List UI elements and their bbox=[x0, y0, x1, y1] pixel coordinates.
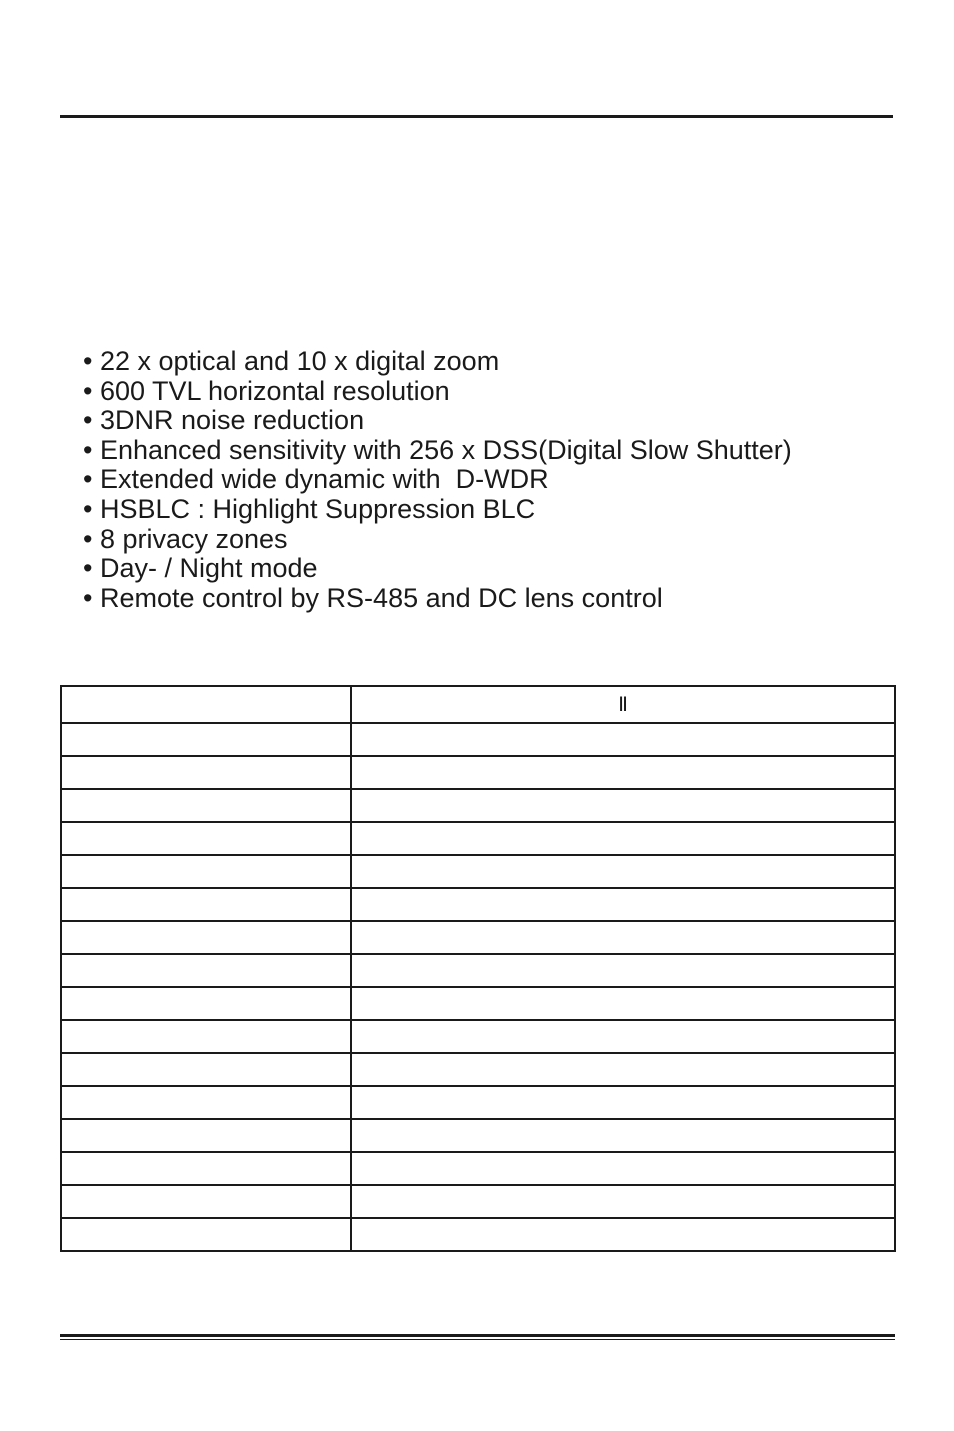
spec-value bbox=[351, 789, 895, 822]
spec-table bbox=[60, 685, 896, 1252]
spec-label bbox=[61, 987, 351, 1020]
spec-table-body bbox=[61, 686, 895, 1251]
table-row bbox=[61, 1053, 895, 1086]
feature-item: • Day- / Night mode bbox=[83, 553, 318, 584]
spec-value bbox=[351, 1119, 895, 1152]
spec-label bbox=[61, 1053, 351, 1086]
spec-value bbox=[351, 723, 895, 756]
spec-label bbox=[61, 954, 351, 987]
spec-value bbox=[351, 888, 895, 921]
table-row bbox=[61, 921, 895, 954]
table-row bbox=[61, 1119, 895, 1152]
spec-label bbox=[61, 921, 351, 954]
spec-label bbox=[61, 888, 351, 921]
spec-value bbox=[351, 1152, 895, 1185]
spec-label bbox=[61, 1185, 351, 1218]
top-rule bbox=[60, 115, 893, 118]
spec-label bbox=[61, 1020, 351, 1053]
spec-label bbox=[61, 1218, 351, 1251]
spec-value bbox=[351, 1020, 895, 1053]
feature-item: • 8 privacy zones bbox=[83, 523, 288, 554]
spec-value bbox=[351, 855, 895, 888]
feature-item: • Extended wide dynamic with D-WDR bbox=[83, 464, 549, 495]
spec-value bbox=[351, 1185, 895, 1218]
bottom-rule-thin bbox=[60, 1339, 895, 1340]
table-row bbox=[61, 1152, 895, 1185]
table-row bbox=[61, 855, 895, 888]
feature-item: • Remote control by RS-485 and DC lens control bbox=[83, 582, 663, 613]
feature-item: • 22 x optical and 10 x digital zoom bbox=[83, 346, 500, 376]
table-row bbox=[61, 1020, 895, 1053]
table-row bbox=[61, 756, 895, 789]
feature-item: • Enhanced sensitivity with 256 x DSS(Digital Slow Shutter) bbox=[83, 434, 792, 465]
table-row bbox=[61, 1185, 895, 1218]
feature-item: • 600 TVL horizontal resolution bbox=[83, 375, 450, 406]
spec-label bbox=[61, 1119, 351, 1152]
spec-value bbox=[351, 822, 895, 855]
table-row bbox=[61, 723, 895, 756]
spec-table-header-row bbox=[61, 686, 895, 723]
spec-label bbox=[61, 1152, 351, 1185]
feature-item: • HSBLC : Highlight Suppression BLC bbox=[83, 493, 536, 524]
spec-label bbox=[61, 723, 351, 756]
spec-header-value: Ⅱ bbox=[351, 686, 895, 723]
feature-list bbox=[83, 347, 792, 613]
spec-header-label bbox=[61, 686, 351, 723]
spec-label bbox=[61, 1086, 351, 1119]
spec-value bbox=[351, 987, 895, 1020]
spec-value bbox=[351, 954, 895, 987]
table-row bbox=[61, 987, 895, 1020]
spec-label bbox=[61, 822, 351, 855]
table-row bbox=[61, 789, 895, 822]
table-row bbox=[61, 822, 895, 855]
spec-value bbox=[351, 756, 895, 789]
spec-value bbox=[351, 1053, 895, 1086]
spec-label bbox=[61, 855, 351, 888]
table-row bbox=[61, 1218, 895, 1251]
table-row bbox=[61, 888, 895, 921]
spec-value bbox=[351, 1218, 895, 1251]
spec-label bbox=[61, 789, 351, 822]
spec-value bbox=[351, 921, 895, 954]
table-row bbox=[61, 954, 895, 987]
spec-label bbox=[61, 756, 351, 789]
spec-value bbox=[351, 1086, 895, 1119]
bottom-rule-thick bbox=[60, 1334, 895, 1337]
feature-item: • 3DNR noise reduction bbox=[83, 405, 365, 436]
table-row bbox=[61, 1086, 895, 1119]
